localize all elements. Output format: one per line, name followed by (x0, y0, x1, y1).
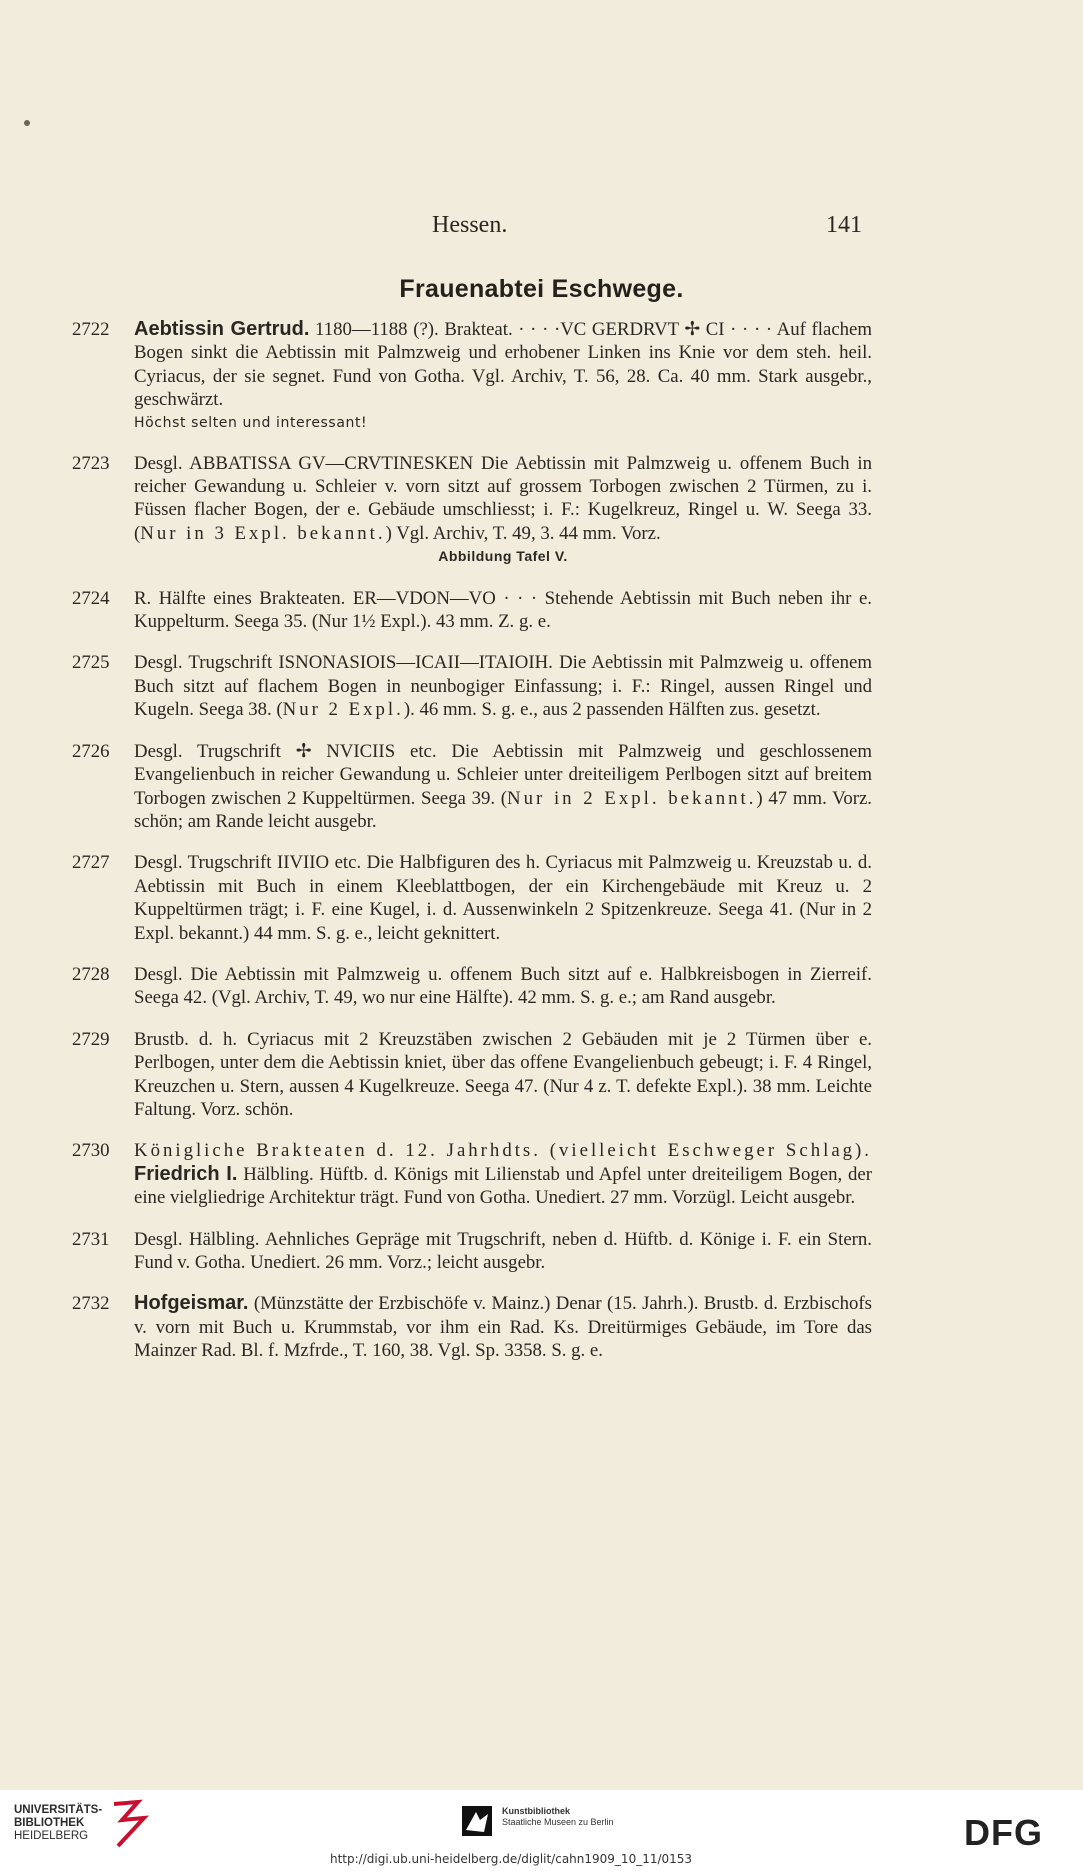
entry-text: Brustb. d. h. Cyriacus mit 2 Kreuzstäben zwischen 2 Gebäuden mit je 2 Türmen über e. Perlbogen, unter dem die Aebtissin kniet, über das offene Evangelienbuch gebeugt; i. F. 4 Ringel, Kreuzchen u. Stern, aussen 4 Kugelkreuze. Seega 47. (Nur 4 z. T. defekte Expl.). 38 mm. Leichte Faltung. Vorz. schön. (134, 1028, 872, 1120)
source-url-link[interactable]: http://digi.ub.uni-heidelberg.de/diglit/cahn1909_10_11/0153 (330, 1852, 693, 1866)
entry-number: 2732 (72, 1293, 110, 1315)
entry-lead: Aebtissin Gertrud. (134, 318, 310, 340)
entry-spaced-text: Nur 2 Expl. (282, 699, 404, 721)
plate-reference: Abbildung Tafel V. (438, 548, 568, 565)
entry-number: 2723 (72, 452, 110, 474)
uni-logo-line: HEIDELBERG (14, 1830, 89, 1842)
catalog-entry (72, 318, 872, 434)
catalog-entry (72, 1028, 872, 1122)
uni-logo-line: UNIVERSITÄTS- (14, 1804, 103, 1816)
entry-number: 2722 (72, 319, 110, 340)
entry-text: Desgl. Hälbling. Aehnliches Gepräge mit Trugschrift, neben d. Hüftb. d. Könige i. F. ein Stern. Fund v. Gotha. Unediert. 26 mm. Vorz.; leicht ausgebr. (134, 1228, 872, 1273)
catalog-entry (72, 963, 872, 1010)
catalog-entry (72, 1139, 872, 1209)
footer-bar (0, 1790, 1083, 1871)
entry-lead: Hofgeismar. (134, 1292, 249, 1315)
entry-text: (Münzstätte der Erzbischöfe v. Mainz.) Denar (15. Jahrh.). Brustb. d. Erzbischofs v. vorn mit Buch u. Krummstab, vor ihm ein Rad. Ks. Dreitürmiges Gebäude, im Tore das Mainzer Rad. Bl. f. Mzfrde., T. 160, 38. Vgl. Sp. 3358. S. g. e. (134, 1293, 872, 1362)
entry-text: Hälbling. Hüftb. d. Königs mit Lilienstab und Apfel unter dreiteiligem Bogen, der eine vielgliedrige Architektur trägt. Fund von Gotha. Unediert. 27 mm. Vorzügl. Leicht ausgebr. (134, 1163, 872, 1209)
running-head-title: Hessen. (432, 212, 508, 238)
entry-text: R. Hälfte eines Brakteaten. ER—VDON—VO · · · Stehende Aebtissin mit Buch neben ihr e. Kuppelturm. Seega 35. (Nur 1½ Expl.). 43 mm. Z. g. e. (134, 587, 872, 633)
entry-spaced-text: Königliche Brakteaten d. 12. Jahrhdts. (vielleicht Eschweger Schlag). (134, 1140, 872, 1162)
catalog-entries (72, 318, 872, 1381)
entry-text: Desgl. Trugschrift ✢ NVICIIS etc. Die Aebtissin mit Palmzweig und geschlossenem Evangelienbuch in reicher Gewandung u. Schleier unter dreiteiligem Perlbogen sitzt auf breitem Torbogen zwischen 2 Kuppeltürmen. Seega 39. ( (134, 740, 872, 809)
catalog-entry (72, 452, 872, 569)
entry-number: 2730 (72, 1140, 110, 1162)
entry-text: Desgl. Trugschrift IIVIIO etc. Die Halbfiguren des h. Cyriacus mit Palmzweig u. Kreuzstab u. d. Aebtissin mit Buch in einem Kleeblattbogen, der ein Kirchengebäude mit Kreuz u. 2 Kuppeltürmen trägt; i. F. eine Kugel, i. d. Aussenwinkeln 2 Spitzenkreuze. Seega 41. (Nur in 2 Expl. bekannt.) 44 mm. S. g. e., leicht geknittert. (134, 852, 872, 944)
kunstbibliothek-label[interactable] (502, 1806, 614, 1828)
uni-logo-line: BIBLIOTHEK (14, 1817, 85, 1829)
entry-number: 2727 (72, 852, 110, 874)
entry-spaced-text: Nur in 3 Expl. bekannt. (140, 522, 386, 544)
entry-number: 2729 (72, 1028, 110, 1050)
kb-line: Staatliche Museen zu Berlin (502, 1817, 614, 1827)
kb-line: Kunstbibliothek (502, 1806, 570, 1816)
entry-number: 2731 (72, 1228, 110, 1250)
page-number: 141 (826, 212, 862, 238)
university-logo-mark-icon (108, 1798, 150, 1850)
entry-note: Höchst selten und interessant! (134, 414, 368, 431)
entry-number: 2725 (72, 652, 110, 674)
section-title: Frauenabtei Eschwege. (399, 275, 684, 303)
catalog-entry (72, 740, 872, 834)
catalog-entry (72, 651, 872, 721)
catalog-entry (72, 587, 872, 634)
entry-text: 1180—1188 (?). Brakteat. · · · ·VC GERDRVT ✢ CI · · · · Auf flachem Bogen sinkt die Aebtissin mit Palmzweig und erhobener Linken ins Knie vor dem steh. heil. Cyriacus, der sie segnet. Fund von Gotha. Vgl. Archiv, T. 56, 28. Ca. 40 mm. Stark ausgebr., geschwärzt. (134, 319, 872, 411)
entry-lead: Friedrich I. (134, 1162, 238, 1185)
entry-text: Desgl. Trugschrift ISNONASIOIS—ICAII—ITAIOIH. Die Aebtissin mit Palmzweig u. offenem Buch sitzt auf flachem Bogen in neunbogiger Einfassung; i. F.: Ringel, aussen Ringel und Kugeln. Seega 38. ( (134, 652, 872, 721)
catalog-entry (72, 1228, 872, 1275)
entry-text: ) Vgl. Archiv, T. 49, 3. 44 mm. Vorz. (385, 522, 661, 544)
entry-text: Desgl. Die Aebtissin mit Palmzweig u. offenem Buch sitzt auf e. Halbkreisbogen in Zierreif. Seega 42. (Vgl. Archiv, T. 49, wo nur eine Hälfte). 42 mm. S. g. e.; am Rand ausgebr. (134, 963, 872, 1009)
speck (24, 120, 30, 126)
entry-text: ). 46 mm. S. g. e., aus 2 passenden Hälften zus. gesetzt. (403, 699, 821, 721)
entry-text: ) 47 mm. Vorz. schön; am Rande leicht ausgebr. (134, 787, 872, 832)
catalog-entry (72, 851, 872, 945)
entry-number: 2726 (72, 740, 110, 762)
kunstbibliothek-logo-icon (462, 1806, 492, 1836)
entry-number: 2724 (72, 587, 110, 609)
entry-text: Desgl. ABBATISSA GV—CRVTINESKEN Die Aebtissin mit Palmzweig u. offenem Buch in reicher Gewandung u. Schleier v. vorn sitzt auf grossem Torbogen zwischen 2 Türmen, zu i. Füssen flacher Bogen, der e. Gebäude umschliesst; i. F.: Kugelkreuz, Ringel u. W. Seega 33. ( (134, 452, 872, 544)
entry-spaced-text: Nur in 2 Expl. bekannt. (507, 787, 757, 809)
dfg-logo[interactable]: DFG (964, 1812, 1043, 1853)
entry-number: 2728 (72, 963, 110, 985)
catalog-entry (72, 1292, 872, 1362)
